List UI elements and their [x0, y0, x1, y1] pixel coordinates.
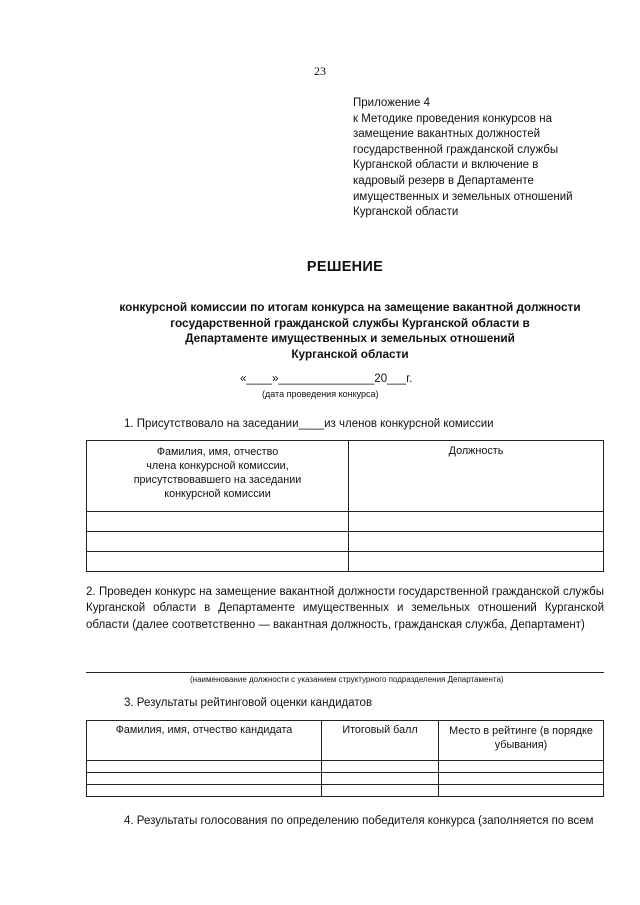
header-line: Фамилия, имя, отчество — [156, 446, 279, 458]
item-3-heading: 3. Результаты рейтинговой оценки кандидатов — [124, 697, 373, 709]
document-subtitle — [60, 300, 640, 362]
table-cell[interactable] — [87, 512, 349, 532]
table-cell[interactable] — [87, 785, 322, 797]
appendix-line: Приложение 4 — [353, 97, 431, 109]
table-cell[interactable] — [439, 785, 604, 797]
table-row — [87, 552, 604, 572]
table-cell[interactable] — [87, 773, 322, 785]
member-name-header — [87, 441, 349, 512]
appendix-line: замещение вакантных должностей — [353, 128, 541, 141]
item-2-paragraph: 2. Проведен конкурс на замещение вакантной должности государственной гражданской службы Курганской области в Департаменте имущественных и земельных отношений Курганской области (далее соответственно — вакантная должность, гражданская служба, Департамент) — [86, 586, 604, 631]
table-row — [87, 512, 604, 532]
table-cell[interactable] — [349, 552, 604, 572]
appendix-line: Курганской области и включение в — [353, 159, 539, 172]
document-title: РЕШЕНИЕ — [306, 259, 384, 275]
appendix-line: кадровый резерв в Департаменте — [353, 174, 534, 187]
item-4-heading: 4. Результаты голосования по определению победителя конкурса (заполняется по всем — [124, 815, 594, 827]
table-cell[interactable] — [322, 773, 439, 785]
candidate-name-header: Фамилия, имя, отчество кандидата — [87, 721, 322, 761]
date-caption: (дата проведения конкурса) — [262, 389, 379, 399]
subtitle-line: конкурсной комиссии по итогам конкурса на замещение вакантной должности — [119, 300, 581, 314]
rating-table — [86, 720, 604, 797]
table-cell[interactable] — [322, 761, 439, 773]
header-line: конкурсной комиссии — [164, 488, 271, 500]
subtitle-line: Курганской области — [291, 346, 409, 361]
subtitle-line: государственной гражданской службы Курганской области в — [170, 315, 530, 330]
appendix-line: к Методике проведения конкурсов на — [353, 112, 552, 125]
subtitle-line: Департаменте имущественных и земельных отношений — [185, 331, 515, 345]
table-row — [87, 785, 604, 797]
table-cell[interactable] — [322, 785, 439, 797]
header-line: члена конкурсной комиссии, — [146, 460, 289, 472]
table-row — [87, 773, 604, 785]
commission-members-table — [86, 440, 604, 572]
rank-header: Место в рейтинге (в порядке убывания) — [439, 721, 604, 761]
table-cell[interactable] — [439, 761, 604, 773]
page-number: 23 — [314, 64, 326, 78]
item-1-attendance: 1. Присутствовало на заседании____из членов конкурсной комиссии — [124, 418, 494, 430]
table-cell[interactable] — [349, 512, 604, 532]
table-cell[interactable] — [87, 532, 349, 552]
position-header: Должность — [349, 441, 604, 512]
table-cell[interactable] — [349, 532, 604, 552]
table-header-row — [87, 721, 604, 761]
position-name-caption: (наименование должности с указанием структурного подразделения Департамента) — [190, 675, 504, 684]
date-field[interactable]: «____»_______________20___г. — [240, 373, 413, 385]
appendix-line: государственной гражданской службы — [353, 143, 559, 156]
final-score-header: Итоговый балл — [322, 721, 439, 761]
table-cell[interactable] — [87, 552, 349, 572]
appendix-line: Курганской области — [353, 206, 459, 219]
appendix-header — [353, 96, 613, 221]
header-line: присутствовавшего на заседании — [133, 474, 302, 486]
table-cell[interactable] — [439, 773, 604, 785]
position-name-line[interactable] — [86, 672, 604, 673]
appendix-line: имущественных и земельных отношений — [353, 190, 573, 203]
table-header-row — [87, 441, 604, 512]
table-row — [87, 761, 604, 773]
table-cell[interactable] — [87, 761, 322, 773]
table-row — [87, 532, 604, 552]
